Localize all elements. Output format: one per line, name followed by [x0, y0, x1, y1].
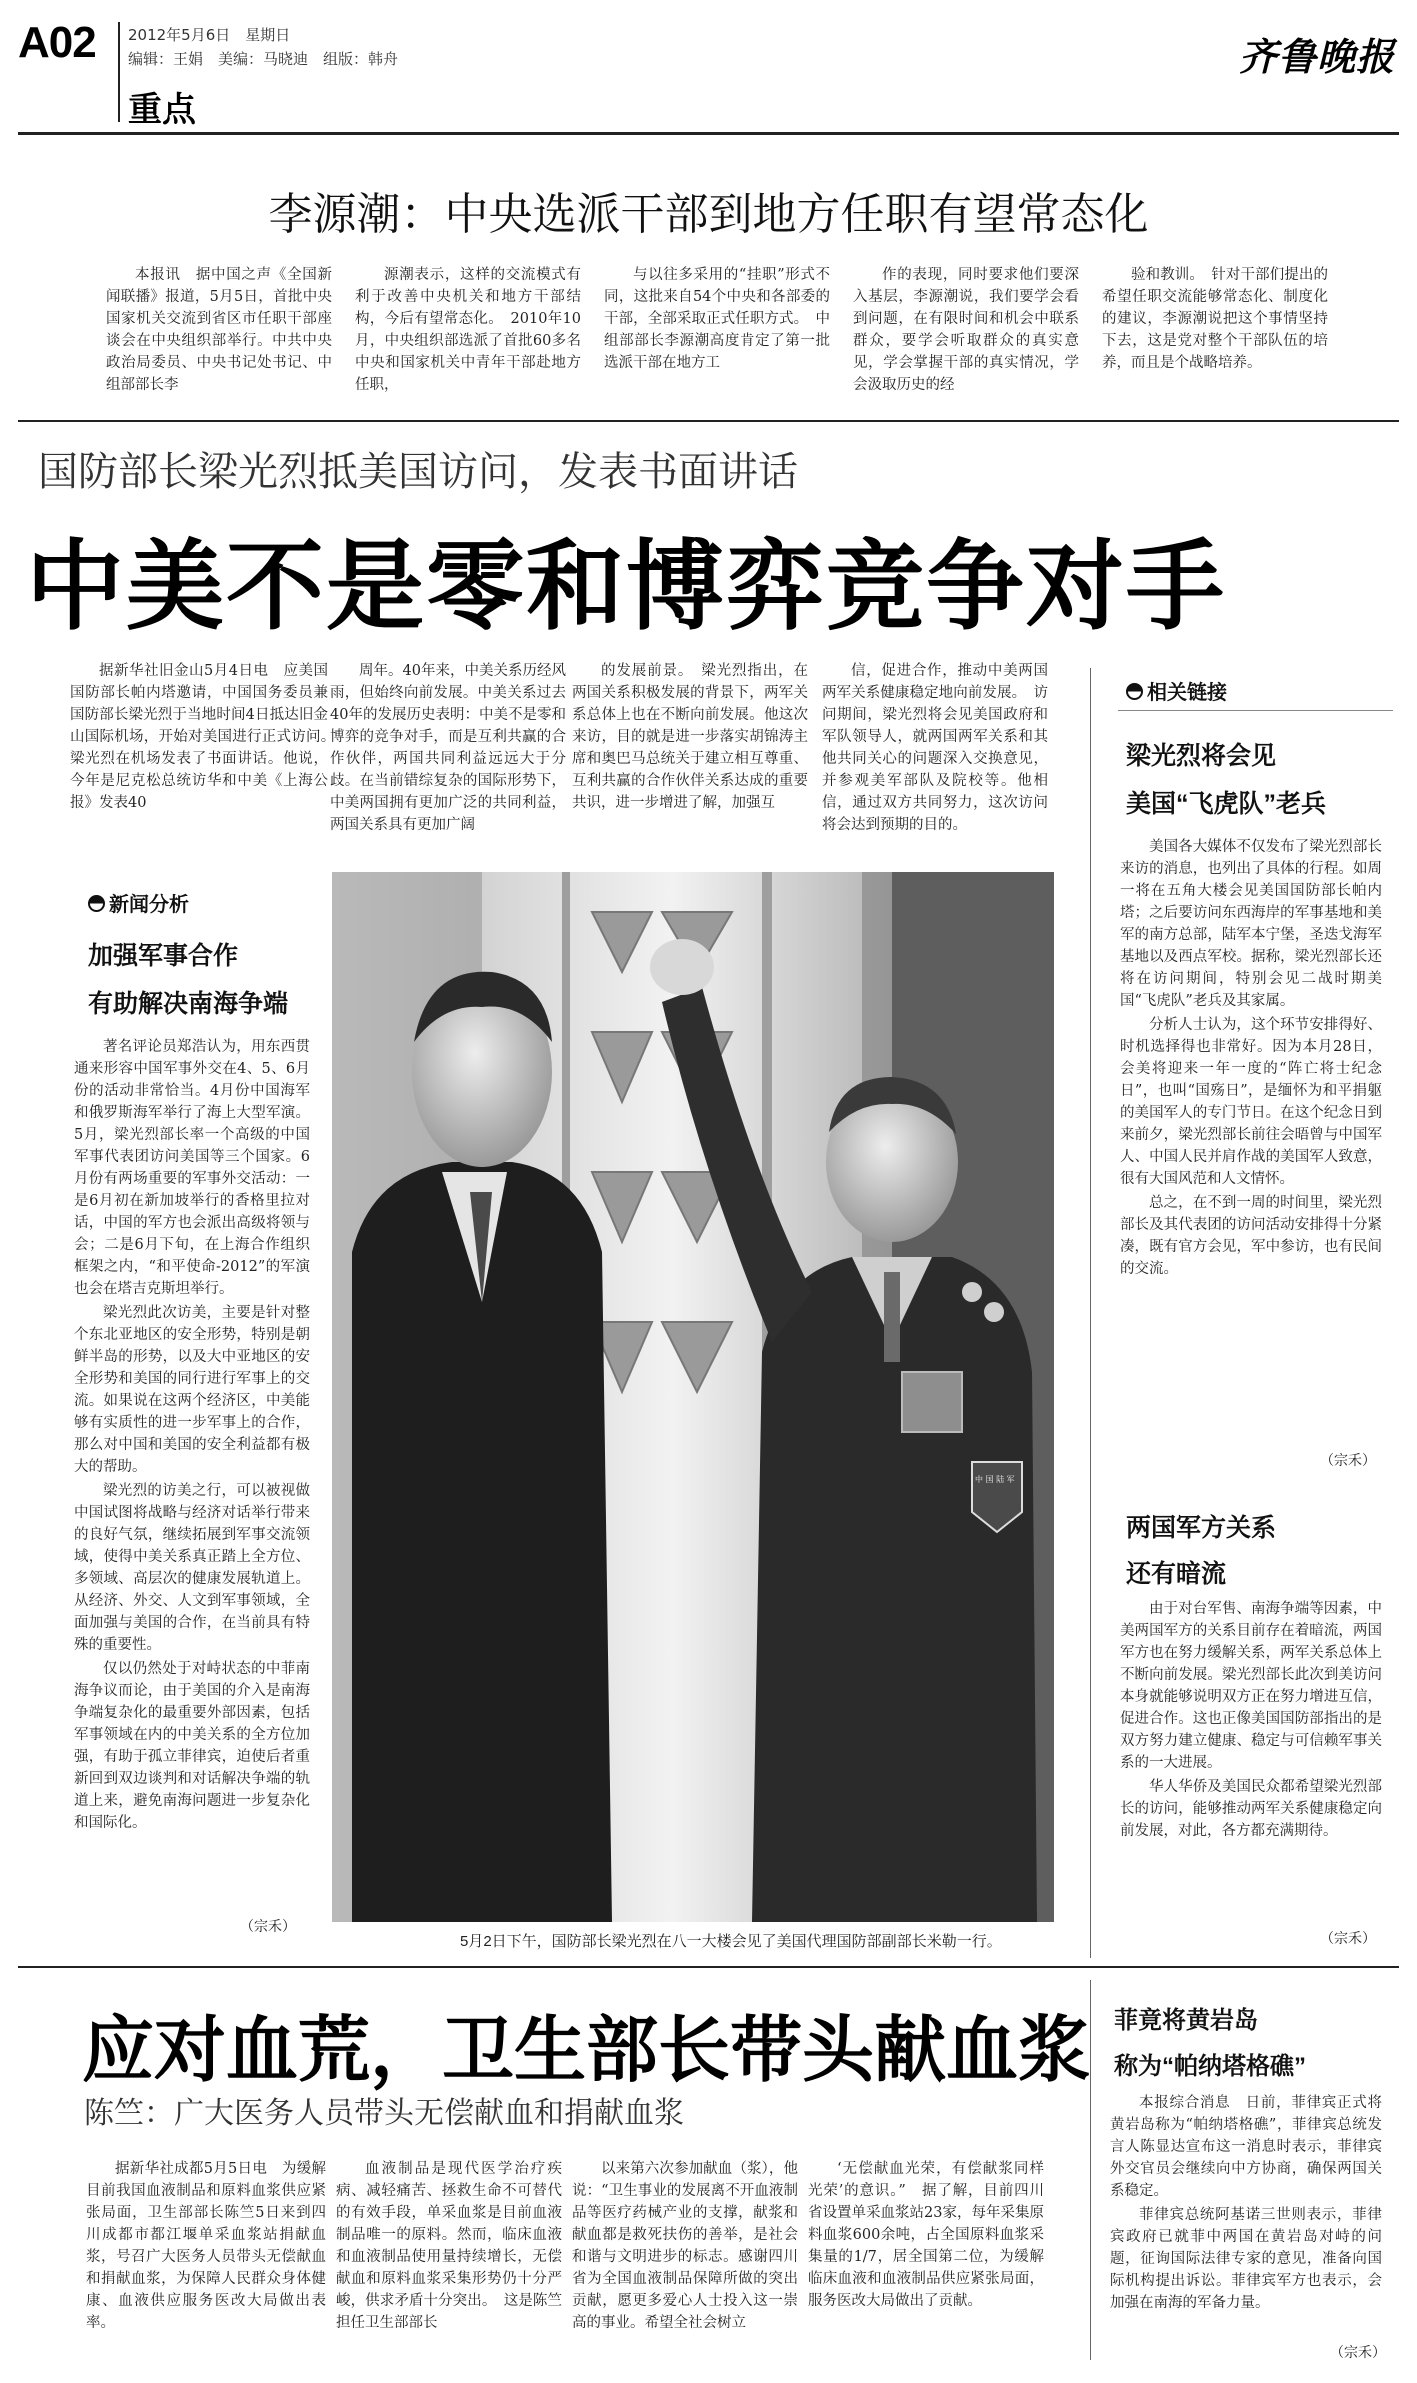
- links-item1-title-line1: 梁光烈将会见: [1126, 742, 1277, 770]
- story4-source: （宗禾）: [1330, 2345, 1386, 2361]
- story3-headline: 应对血荒，卫生部长带头献血浆: [82, 2011, 1091, 2091]
- story3-col-1: 据新华社成都5月5日电 为缓解目前我国血液制品和原料血浆供应紧张局面，卫生部部长陈竺5日来到四川成都市都江堰单采血浆站捐献血浆，号召广大医务人员带头无偿献血和捐献血浆，为保障人民群众身体健康、血液供应服务医改大局做出表率。: [86, 2161, 326, 2331]
- story3-col-2: 血液制品是现代医学治疗疾病、减轻痛苦、拯救生命不可替代的有效手段，单采血浆是目前血液制品唯一的原料。然而，临床血液和血液制品使用量持续增长，无偿献血和原料血浆采集形势仍十分严峻，供求矛盾十分突出。 这是陈竺担任卫生部部长: [336, 2161, 562, 2331]
- links-item2-para-2: 华人华侨及美国民众都希望梁光烈部长的访问，能够推动两军关系健康稳定向前发展，对此，各方都充满期待。: [1120, 1779, 1382, 1839]
- story4-column-divider: [1090, 1980, 1091, 2360]
- story1-col-1: 本报讯 据中国之声《全国新闻联播》报道，5月5日，首批中央国家机关交流到省区市任职干部座谈会在中央组织部举行。中共中央政治局委员、中央书记处书记、中组部部长李: [106, 267, 332, 393]
- links-item2-para-1: 由于对台军售、南海争端等因素，中美两国军方的关系目前存在着暗流，两国军方也在努力缓解关系，两军关系总体上不断向前发展。梁光烈部长此次到美访问本身就能够说明双方正在努力增进互信，促进合作。这也正像美国国防部指出的是双方努力建立健康、稳定与可信赖军事关系的一大进展。: [1120, 1601, 1382, 1771]
- story3-col-3: 以来第六次参加献血（浆），他说：“卫生事业的发展离不开血液制品等医疗药械产业的支撑，献浆和献血都是救死扶伤的善举，是社会和谐与文明进步的标志。感谢四川省为全国血液制品保障所做的突出贡献，愿更多爱心人士投入这一崇高的事业。希望全社会树立: [572, 2161, 798, 2331]
- links-item1-para-2: 分析人士认为，这个环节安排得好、时机选择得也非常好。因为本月28日，会美将迎来一年一度的“阵亡将士纪念日”，也叫“国殇日”，是缅怀为和平捐躯的美国军人的专门节日。在这个纪念日到来前夕，梁光烈部长前往会晤曾与中国军人、中国人民并肩作战的美国军人致意，很有大国风范和人文情怀。: [1120, 1017, 1382, 1187]
- story1-col-4: 作的表现，同时要求他们要深入基层，李源潮说，我们要学会看到问题，在有限时间和机会中联系群众，要学会听取群众的真实意见，学会掌握干部的真实情况，学会汲取历史的经: [853, 267, 1079, 393]
- story2-headline: 中美不是零和博弈竞争对手: [26, 531, 1227, 641]
- links-item1-para-3: 总之，在不到一周的时间里，梁光烈部长及其代表团的访问活动安排得十分紧凑，既有官方会见，军中参访，也有民间的交流。: [1120, 1195, 1382, 1277]
- analysis-para-3: 梁光烈的访美之行，可以被视做中国试图将战略与经济对话举行带来的良好气氛，继续拓展到军事交流领域，使得中美关系真正踏上全方位、多领域、高层次的健康发展轨道上。从经济、外交、人文到军事领域，全面加强与美国的合作，在当前具有特殊的重要性。: [74, 1483, 310, 1653]
- analysis-body: [74, 1036, 310, 1886]
- analysis-title-line1: 加强军事合作: [88, 942, 239, 970]
- story4-para-2: 菲律宾总统阿基诺三世则表示，菲律宾政府已就菲中两国在黄岩岛对峙的问题，征询国际法律专家的意见，准备向国际机构提出诉讼。菲律宾军方也表示，会加强在南海的军备力量。: [1110, 2207, 1382, 2311]
- links-item2-title-line1: 两国军方关系: [1126, 1514, 1277, 1542]
- photo-illustration: [332, 872, 1054, 1922]
- editor-credits: 编辑：王娟 美编：马晓迪 组版：韩舟: [128, 50, 399, 68]
- story1-headline: 李源潮：中央选派干部到地方任职有望常态化: [268, 190, 1149, 239]
- analysis-para-4: 仅以仍然处于对峙状态的中菲南海争议而论，由于美国的介入是南海争端复杂化的最重要外部因素，包括军事领域在内的中美关系的全方位加强，有助于孤立菲律宾，迫使后者重新回到双边谈判和对话解决争端的轨道上来，避免南海问题进一步复杂化和国际化。: [74, 1661, 310, 1831]
- story2-kicker: 国防部长梁光烈抵美国访问，发表书面讲话: [38, 450, 798, 494]
- story2-col-3: 的发展前景。 梁光烈指出，在两国关系积极发展的背景下，两军关系总体上也在不断向前发展。他这次来访，目的就是进一步落实胡锦涛主席和奥巴马总统关于建立相互尊重、互利共赢的合作伙伴关系达成的重要共识，进一步增进了解，加强互: [572, 663, 808, 811]
- links-item2-body: [1120, 1598, 1382, 1928]
- story1-col-3: 与以往多采用的“挂职”形式不同，这批来自54个中央和各部委的干部，全部采取正式任职方式。 中组部部长李源潮高度肯定了第一批选派干部在地方工: [604, 267, 830, 371]
- header-rule: [18, 132, 1399, 135]
- analysis-para-1: 著名评论员郑浩认为，用东西贯通来形容中国军事外交在4、5、6月份的活动非常恰当。4月份中国海军和俄罗斯海军举行了海上大型军演。5月，梁光烈部长率一个高级的中国军事代表团访问美国等三个国家。6月份有两场重要的军事外交活动：一是6月初在新加坡举行的香格里拉对话，中国的军方也会派出高级将领与会；二是6月下旬，在上海合作组织框架之内，“和平使命-2012”的军演也会在塔吉克斯坦举行。: [74, 1039, 310, 1297]
- photo-caption: 5月2日下午，国防部长梁光烈在八一大楼会见了美国代理国防部副部长米勒一行。: [460, 1933, 1002, 1950]
- masthead-logo: 齐鲁晚报: [1238, 34, 1395, 79]
- story1-col-5: 验和教训。 针对干部们提出的希望任职交流能够常态化、制度化的建议，李源潮说把这个事情坚持下去，这是党对整个干部队伍的培养，而且是个战略培养。: [1102, 267, 1328, 371]
- links-item2-title-line2: 还有暗流: [1126, 1560, 1227, 1588]
- analysis-tag-label: 新闻分析: [109, 894, 189, 916]
- links-tag-rule: [1118, 710, 1393, 711]
- story3-subhead: 陈竺：广大医务人员带头无偿献血和捐献血浆: [84, 2097, 684, 2130]
- links-item2-source: （宗禾）: [1320, 1931, 1376, 1947]
- story4-title-line2: 称为“帕纳塔格礁”: [1114, 2053, 1306, 2080]
- analysis-para-2: 梁光烈此次访美，主要是针对整个东北亚地区的安全形势，特别是朝鲜半岛的形势，以及大中亚地区的安全形势和美国的同行进行军事上的交流。如果说在这两个经济区，中美能够有实质性的进一步军事上的合作，那么对中国和美国的安全利益都有极大的帮助。: [74, 1305, 310, 1475]
- analysis-source: （宗禾）: [240, 1919, 296, 1935]
- analysis-tag-icon: [88, 895, 105, 912]
- links-item1-body: [1120, 836, 1382, 1456]
- analysis-tag: [88, 888, 189, 917]
- story1-col-2: 源潮表示，这样的交流模式有利于改善中央机关和地方干部结构，今后有望常态化。 2010年10月，中央组织部选派了首批60多名中央和国家机关中青年干部赴地方任职，: [355, 267, 581, 393]
- links-column-divider: [1090, 668, 1091, 1958]
- story3-col-4: ‘无偿献血光荣，有偿献浆同样光荣’的意识。” 据了解，目前四川省设置单采血浆站23家，每年采集原料血浆600余吨，占全国原料血浆采集量的1/7，居全国第二位，为缓解临床血液和血液制品供应紧张局面，服务医改大局做出了贡献。: [808, 2161, 1044, 2309]
- header-vertical-divider: [118, 22, 120, 122]
- uniform-badge: 中 国 陆 军: [975, 1475, 1015, 1484]
- story2-bottom-rule: [18, 1966, 1399, 1968]
- story2-col-4: 信，促进合作，推动中美两国两军关系健康稳定地向前发展。 访问期间，梁光烈将会见美国政府和军队领导人，就两国两军关系和其他共同关心的问题深入交换意见，并参观美军部队及院校等。他相信，通过双方共同努力，这次访问将会达到预期的目的。: [822, 663, 1048, 833]
- story4-body: [1110, 2092, 1382, 2362]
- links-tag-icon: [1126, 683, 1143, 700]
- section-label: 重点: [128, 91, 196, 129]
- story4-title-line1: 菲竟将黄岩岛: [1114, 2007, 1258, 2034]
- news-photo: [332, 872, 1054, 1922]
- page-number: A02: [18, 18, 96, 67]
- story4-para-1: 本报综合消息 日前，菲律宾正式将黄岩岛称为“帕纳塔格礁”，菲律宾总统发言人陈显达宣布这一消息时表示，菲律宾外交官员会继续向中方协商，确保两国关系稳定。: [1110, 2095, 1382, 2199]
- story2-col-2: 周年。40年来，中美关系历经风雨，但始终向前发展。中美关系过去40年的发展历史表明：中美不是零和博弈的竞争对手，而是互利共赢的合作伙伴，两国共同利益远远大于分歧。在当前错综复杂的国际形势下，中美两国拥有更加广泛的共同利益，两国关系具有更加广阔: [330, 663, 566, 833]
- links-item1-title-line2: 美国“飞虎队”老兵: [1126, 790, 1327, 818]
- story2-col-1: 据新华社旧金山5月4日电 应美国国防部长帕内塔邀请，中国国务委员兼国防部长梁光烈于当地时间4日抵达旧金山国际机场，开始对美国进行正式访问。 梁光烈在机场发表了书面讲话。他说，今年是尼克松总统访华和中美《上海公报》发表40: [70, 663, 328, 811]
- analysis-title-line2: 有助解决南海争端: [88, 990, 289, 1018]
- links-item1-para-1: 美国各大媒体不仅发布了梁光烈部长来访的消息，也列出了具体的行程。如周一将在五角大楼会见美国国防部长帕内塔；之后要访问东西海岸的军事基地和美军的南方总部，陆军本宁堡，圣迭戈海军基地以及西点军校。据称，梁光烈部长还将在访问期间，特别会见二战时期美国“飞虎队”老兵及其家属。: [1120, 839, 1382, 1009]
- links-item1-source: （宗禾）: [1320, 1453, 1376, 1469]
- story1-bottom-rule: [18, 420, 1399, 422]
- links-tag-label: 相关链接: [1147, 682, 1227, 704]
- issue-date: 2012年5月6日 星期日: [128, 26, 291, 44]
- links-tag: [1126, 676, 1227, 705]
